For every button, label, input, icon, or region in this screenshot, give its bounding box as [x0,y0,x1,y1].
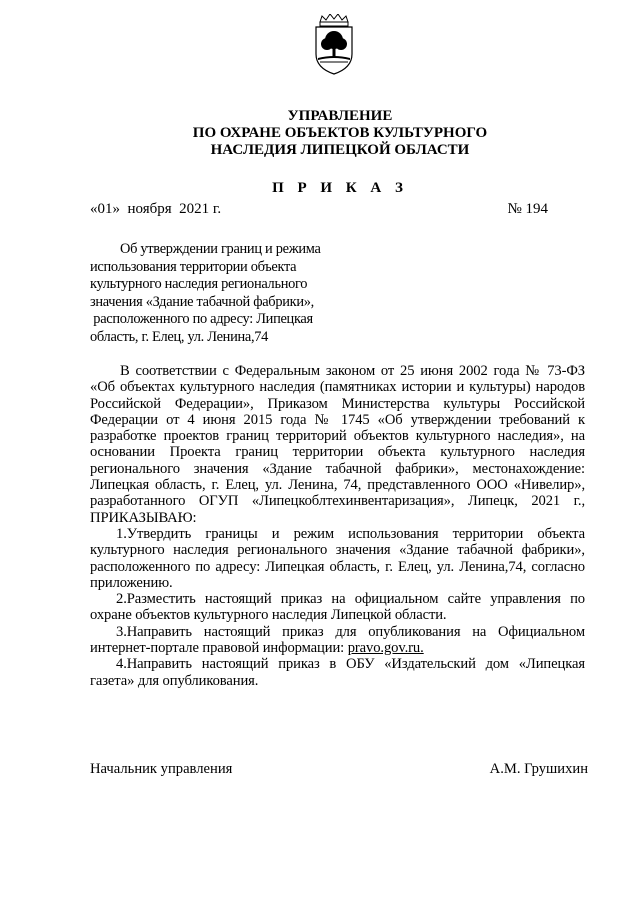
order-item-3-text: 3.Направить настоящий приказ для опубликования на Официальном интернет-портале правовой информации: [90,623,585,657]
subject-line: значения «Здание табачной фабрики», [90,293,314,310]
document-date: «01» ноября 2021 г. [90,201,222,217]
signatory-name: А.М. Грушихин [489,761,588,777]
document-number: № 194 [507,201,548,217]
signatory-position: Начальник управления [90,761,233,777]
org-line-2: ПО ОХРАНЕ ОБЪЕКТОВ КУЛЬТУРНОГО [192,125,488,141]
subject-line: Об утверждении границ и режима [120,241,321,257]
document-body [90,363,585,689]
subject-line: расположенного по адресу: Липецкая [90,311,313,327]
document-type: П Р И К А З [272,180,408,196]
subject-line: культурного наследия регионального [90,276,308,292]
order-item-4: 4.Направить настоящий приказ в ОБУ «Издательский дом «Липецкая газета» для опубликования. [90,656,585,689]
organization-name [90,108,590,159]
subject-line: использования территории объекта [90,258,297,275]
order-item-3 [90,624,585,657]
document-subject [90,241,352,346]
org-line-3: НАСЛЕДИЯ ЛИПЕЦКОЙ ОБЛАСТИ [210,142,470,158]
order-item-1: 1.Утвердить границы и режим использования территории объекта культурного наследия регионального значения «Здание табачной фабрики», расположенного по адресу: Липецкая область, г. Елец, ул. Ленина,74, согласно приложению. [90,525,585,591]
preamble-paragraph: В соответствии с Федеральным законом от 25 июня 2002 года № 73-ФЗ «Об объектах культурного наследия (памятниках истории и культуры) народов Российской Федерации», Приказом Министерства культуры Российской Федерации от 4 июня 2015 года № 1745 «Об утверждении требований к разработке проектов границ территорий объектов культурного наследия», на основании Проекта границ территории объекта культурного наследия регионального значения «Здание табачной фабрики», местонахождение: Липецкая область, г. Елец, ул. Ленина, 74, представленного ООО «Нивелир», разработанного ОГУП «Липецкоблтехинвентаризация», Липецк, 2021 г., ПРИКАЗЫВАЮ: [90,363,585,526]
subject-line: область, г. Елец, ул. Ленина,74 [90,328,269,345]
coat-of-arms-emblem [310,14,358,76]
order-item-2: 2.Разместить настоящий приказ на официальном сайте управления по охране объектов культурного наследия Липецкой области. [90,591,585,624]
pravo-gov-link[interactable]: pravo.gov.ru. [347,640,424,657]
org-line-1: УПРАВЛЕНИЕ [287,108,393,124]
